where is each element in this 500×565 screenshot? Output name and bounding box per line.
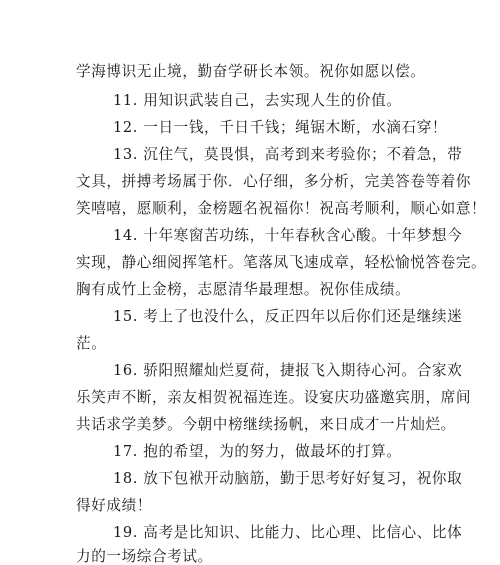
item-14: 14. 十年寒窗苦功练，十年春秋含心酸。十年梦想今 (113, 227, 463, 244)
item-15: 15. 考上了也没什么，反正四年以后你们还是继续迷 (113, 308, 463, 325)
item-17: 17. 抱的希望，为的努力，做最坏的打算。 (113, 443, 402, 460)
text-line: 胸有成竹上金榜，志愿清华最理想。祝你佳成绩。 (76, 281, 411, 298)
item-19: 19. 高考是比知识、比能力、比心理、比信心、比体 (113, 524, 463, 541)
text-line: 力的一场综合考试。 (76, 548, 213, 565)
text-line: 共话求学美梦。今朝中榜继续扬帆，来日成才一片灿烂。 (76, 416, 456, 433)
text-line: 乐笑声不断，亲友相贺祝福连连。设宴庆功盛邀宾朋，席间 (76, 389, 472, 406)
text-line: 实现，静心细阅挥笔杆。笔落凤飞速成章，轻松愉悦答卷完。 (76, 254, 487, 271)
item-12: 12. 一日一钱，千日千钱；绳锯木断，水滴石穿！ (113, 119, 448, 136)
item-13: 13. 沉住气，莫畏惧，高考到来考验你；不着急，带 (113, 146, 463, 163)
item-16: 16. 骄阳照耀灿烂夏荷，捷报飞入期待心河。合家欢 (113, 362, 463, 379)
item-11: 11. 用知识武装自己，去实现人生的价值。 (113, 92, 402, 109)
text-line: 笑嘻嘻，愿顺利，金榜题名祝福你！祝高考顺利，顺心如意！ (76, 200, 487, 217)
text-line: 文具，拼搏考场属于你．心仔细，多分析，完美答卷等着你 (76, 173, 472, 190)
item-18: 18. 放下包袱开动脑筋，勤于思考好好复习，祝你取 (113, 470, 463, 487)
text-line: 学海博识无止境，勤奋学研长本领。祝你如愿以偿。 (76, 63, 426, 80)
text-line: 茫。 (76, 335, 107, 352)
text-line: 得好成绩！ (76, 497, 152, 514)
